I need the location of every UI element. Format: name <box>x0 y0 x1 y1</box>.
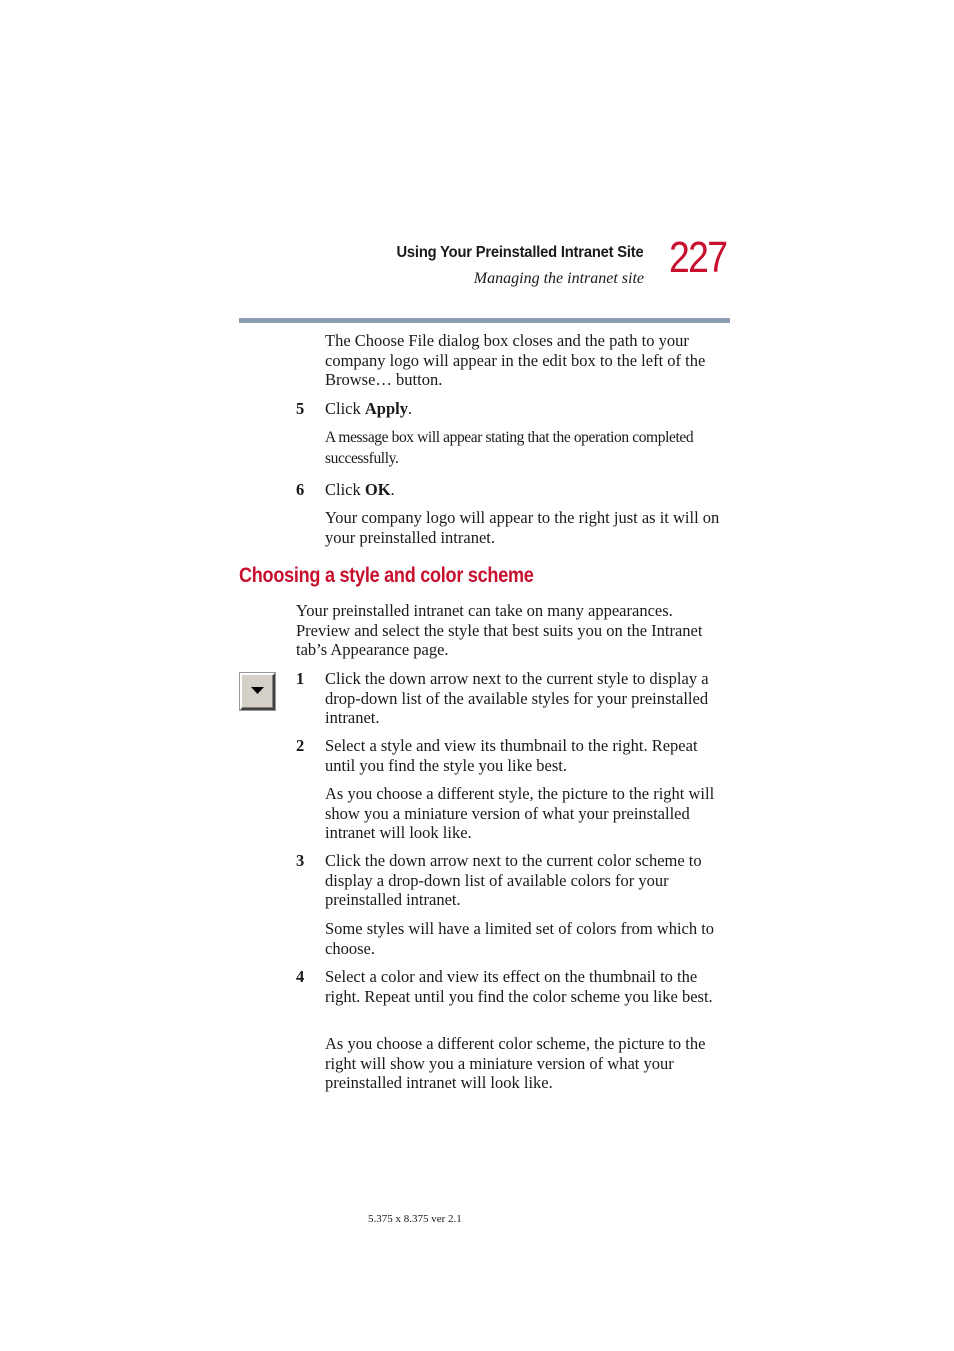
step-1-text: Click the down arrow next to the current style to display a drop-down list of the available styles for your preinstalled intranet. <box>325 669 709 727</box>
step-6-prefix: Click <box>325 480 365 499</box>
step-6-suffix: . <box>390 480 395 499</box>
footer-version: 5.375 x 8.375 ver 2.1 <box>368 1213 462 1225</box>
section-heading: Choosing a style and color scheme <box>239 564 534 587</box>
step-3-note: Some styles will have a limited set of colors from which to choose. <box>325 919 715 958</box>
step-4-text: Select a color and view its effect on the thumbnail to the right. Repeat until you find the color scheme you like best. <box>325 967 713 1006</box>
step-5-suffix: . <box>407 399 413 418</box>
section-subtitle: Managing the intranet site <box>473 270 644 287</box>
step-6-text <box>325 480 730 500</box>
page-number: 227 <box>669 233 727 282</box>
down-triangle-icon <box>242 675 273 708</box>
step-5-prefix: Click <box>325 399 365 418</box>
dropdown-arrow-button-icon <box>240 673 275 710</box>
step-number: 1 <box>296 669 305 688</box>
step-4-note: As you choose a different color scheme, the picture to the right will show you a miniature version of what your preinstalled intranet will look like. <box>325 1034 706 1092</box>
step-number: 2 <box>296 736 305 755</box>
step-5-text <box>325 399 730 419</box>
chapter-title: Using Your Preinstalled Intranet Site <box>396 244 644 261</box>
step-number: 6 <box>296 480 305 499</box>
section-intro: Your preinstalled intranet can take on many appearances. Preview and select the style that best suits you on the Intranet tab’s Appearance page. <box>296 601 703 659</box>
step-2-text: Select a style and view its thumbnail to the right. Repeat until you find the style you like best. <box>325 736 698 775</box>
step-number: 3 <box>296 851 305 870</box>
ok-label: OK <box>364 480 391 499</box>
header-rule <box>239 318 730 323</box>
intro-paragraph: The Choose File dialog box closes and the path to your company logo will appear in the edit box to the left of the Browse… button. <box>325 331 706 389</box>
step-3-text: Click the down arrow next to the current color scheme to display a drop-down list of available colors for your preinstalled intranet. <box>325 851 702 909</box>
step-number: 5 <box>296 399 305 418</box>
step-5-note: A message box will appear stating that the operation completed successfully. <box>325 429 694 467</box>
step-2-note: As you choose a different style, the picture to the right will show you a miniature version of what your preinstalled intranet will look like. <box>325 784 715 842</box>
step-number: 4 <box>296 967 305 986</box>
apply-label: Apply <box>364 399 408 418</box>
step-6-note: Your company logo will appear to the right just as it will on your preinstalled intranet. <box>325 508 720 547</box>
